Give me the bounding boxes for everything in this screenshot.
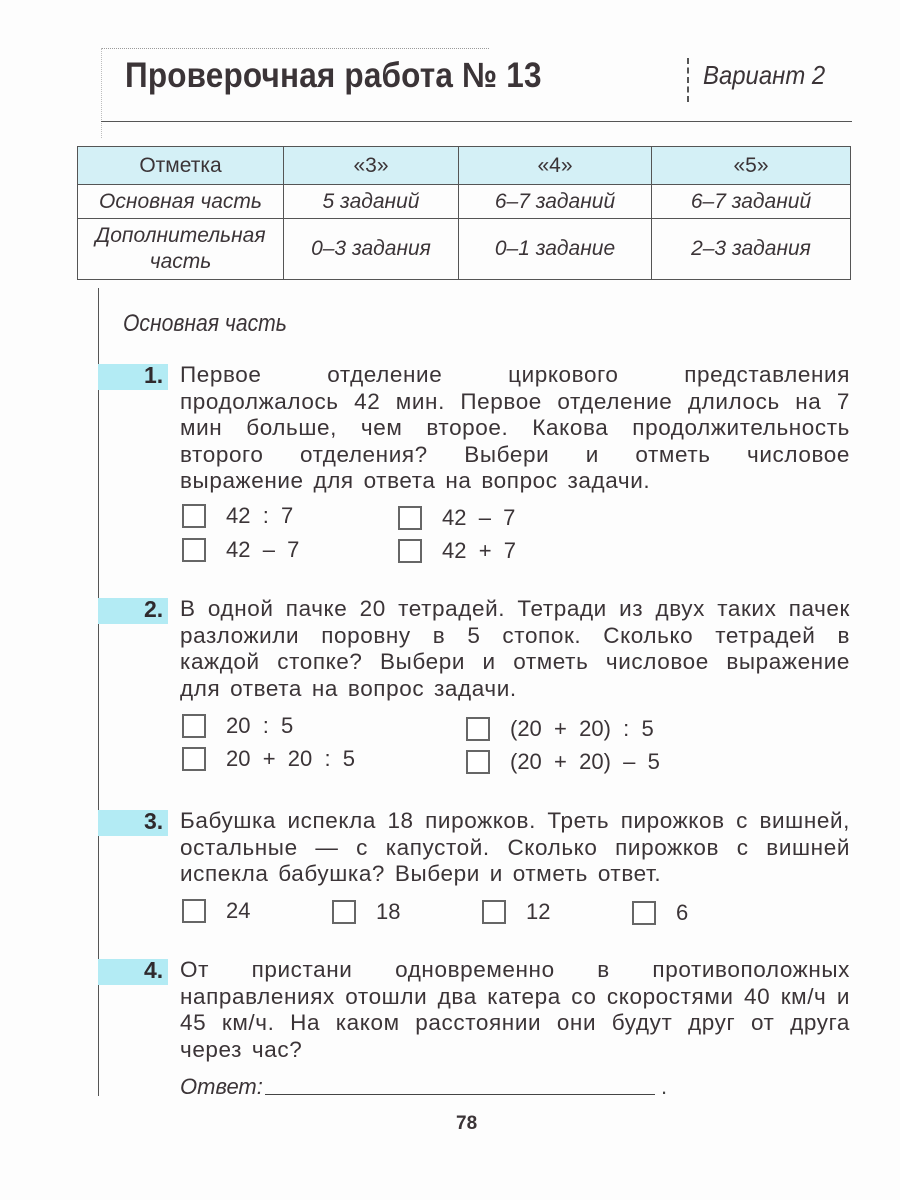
title-separator xyxy=(687,58,689,102)
table-header-cell: Отметка xyxy=(78,147,284,185)
page-title: Проверочная работа № 13 xyxy=(125,56,542,95)
table-header-cell: «5» xyxy=(652,147,851,185)
table-cell: 0–1 задание xyxy=(459,219,652,280)
option-label: (20 + 20) : 5 xyxy=(510,716,654,741)
table-row xyxy=(78,185,851,219)
table-header-row xyxy=(78,147,851,185)
answer-option[interactable] xyxy=(182,713,293,739)
option-label: 42 – 7 xyxy=(226,537,300,562)
answer-option[interactable] xyxy=(466,749,660,775)
answer-option[interactable] xyxy=(332,899,400,925)
answer-label: Ответ: xyxy=(180,1074,263,1099)
table-header-cell: «4» xyxy=(459,147,652,185)
table-cell: 0–3 задания xyxy=(284,219,459,280)
checkbox[interactable] xyxy=(182,899,206,923)
answer-option[interactable] xyxy=(182,746,355,772)
header-divider xyxy=(101,121,852,122)
checkbox[interactable] xyxy=(466,717,490,741)
option-label: 6 xyxy=(676,900,689,925)
checkbox[interactable] xyxy=(398,506,422,530)
header-frame-left xyxy=(101,48,102,138)
task-number: 1. xyxy=(144,362,164,388)
task-text: От пристани одновременно в противоположных направлениях отошли два катера со скоростями 40 км/ч и 45 км/ч. На каком расстоянии они будут друг от друга через час? xyxy=(180,957,850,1062)
table-header-cell: «3» xyxy=(284,147,459,185)
option-label: 24 xyxy=(226,898,251,923)
checkbox[interactable] xyxy=(482,900,506,924)
option-label: 20 : 5 xyxy=(226,713,294,738)
grades-table xyxy=(77,146,851,280)
option-label: 42 : 7 xyxy=(226,503,294,528)
table-cell: 5 заданий xyxy=(284,185,459,219)
table-row xyxy=(78,219,851,280)
checkbox[interactable] xyxy=(182,538,206,562)
table-row-label-line: Дополнительная xyxy=(95,224,266,247)
checkbox[interactable] xyxy=(182,504,206,528)
table-cell: 6–7 заданий xyxy=(652,185,851,219)
answer-input[interactable] xyxy=(265,1094,655,1095)
answer-option[interactable] xyxy=(466,716,654,742)
option-label: 12 xyxy=(526,899,551,924)
task-number: 2. xyxy=(144,596,164,622)
checkbox[interactable] xyxy=(398,539,422,563)
answer-option[interactable] xyxy=(182,503,293,529)
header-frame-top xyxy=(101,48,489,49)
option-label: (20 + 20) – 5 xyxy=(510,749,660,774)
checkbox[interactable] xyxy=(632,901,656,925)
answer-period: . xyxy=(661,1074,668,1099)
table-cell: 6–7 заданий xyxy=(459,185,652,219)
answer-option[interactable] xyxy=(398,538,516,564)
option-label: 42 – 7 xyxy=(442,505,516,530)
checkbox[interactable] xyxy=(182,714,206,738)
answer-option[interactable] xyxy=(482,899,550,925)
option-label: 20 + 20 : 5 xyxy=(226,746,356,771)
table-row-label: Основная часть xyxy=(78,185,284,219)
checkbox[interactable] xyxy=(466,750,490,774)
checkbox[interactable] xyxy=(182,747,206,771)
task-number: 4. xyxy=(144,957,164,983)
page-number: 78 xyxy=(456,1113,478,1134)
checkbox[interactable] xyxy=(332,900,356,924)
table-cell: 2–3 задания xyxy=(652,219,851,280)
answer-option[interactable] xyxy=(632,900,688,926)
answer-option[interactable] xyxy=(182,537,299,563)
task-text: Первое отделение циркового представления продолжалось 42 мин. Первое отделение длилось на 7 мин больше, чем второе. Какова продолжительность второго отделения? Выбери и отметь числовое выражение для ответа на вопрос задачи. xyxy=(180,362,850,493)
answer-option[interactable] xyxy=(398,505,515,531)
variant-label: Вариант 2 xyxy=(703,60,826,90)
table-row-label-line: часть xyxy=(149,250,212,273)
option-label: 18 xyxy=(376,899,401,924)
table-row-label xyxy=(78,219,284,280)
section-title: Основная часть xyxy=(123,310,287,337)
task-text: Бабушка испекла 18 пирожков. Треть пирожков с вишней, остальные — с капустой. Сколько пирожков с вишней испекла бабушка? Выбери и отметь ответ. xyxy=(180,808,850,886)
task-text: В одной пачке 20 тетрадей. Тетради из двух таких пачек разложили поровну в 5 стопок. Сколько тетрадей в каждой стопке? Выбери и отметь числовое выражение для ответа на вопрос задачи. xyxy=(180,596,850,701)
answer-option[interactable] xyxy=(182,898,250,924)
task-number: 3. xyxy=(144,808,164,834)
option-label: 42 + 7 xyxy=(442,538,517,563)
